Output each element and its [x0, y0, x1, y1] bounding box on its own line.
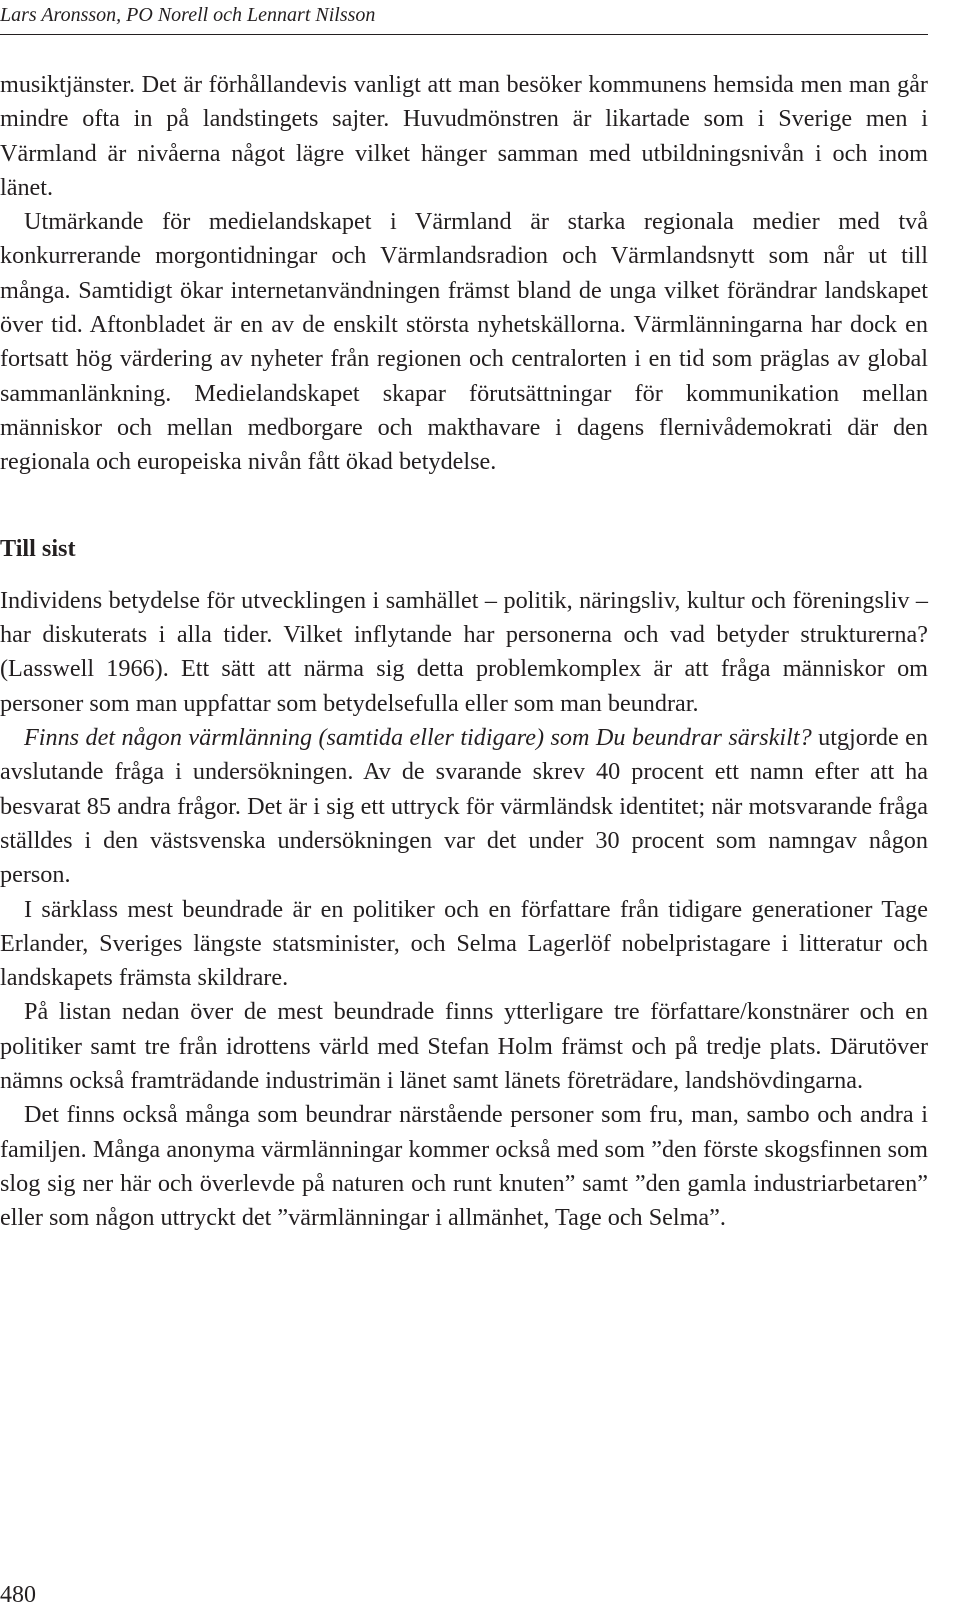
body-text — [0, 68, 928, 1236]
section-heading: Till sist — [0, 534, 76, 562]
paragraph: Det finns också många som beundrar närstående personer som fru, man, sambo och andra i familjen. Många anonyma värmlänningar kommer också med som ”den förste skogsfinnen som slog sig ner här och överlevde på naturen och runt knuten” samt ”den gamla industriarbetaren” eller som någon uttryckt det ”värmlänningar i allmänhet, Tage och Selma”. — [0, 1101, 928, 1232]
page-number: 480 — [0, 1582, 36, 1608]
paragraph: I särklass mest beundrade är en politiker och en författare från tidigare generationer Tage Erlander, Sveriges längste statsminister, och Selma Lagerlöf nobelpristagare i litteratur och landskapets främsta skildrare. — [0, 895, 928, 992]
paragraph: Utmärkande för medielandskapet i Värmland är starka regionala medier med två konkurrerande morgontidningar och Värmlandsradion och Värmlandsnytt som når ut till många. Samtidigt ökar internetanvändningen främst bland de unga vilket förändrar landskapet över tid. Aftonbladet är en av de enskilt största nyhetskällorna. Värmlänningarna har dock en fortsatt hög värdering av nyheter från regionen och centralorten i en tid som präglas av global sammanlänkning. Medielandskapet skapar förutsättningar för kommunikation mellan människor och mellan medborgare och makthavare i dagens flernivådemokrati där den regionala och europeiska nivån fått ökad betydelse. — [0, 208, 928, 476]
paragraph-question — [0, 721, 928, 892]
question-italic: Finns det någon värmlänning (samtida eller tidigare) som Du beundrar särskilt? — [24, 724, 812, 752]
paragraph: musiktjänster. Det är förhållandevis vanligt att man besöker kommunens hemsida men man går mindre ofta in på landstingets sajter. Huvudmönstren är likartade som i Sverige men i Värmland är nivåerna något lägre vilket hänger samman med utbildningsnivån i och inom länet. — [0, 71, 928, 201]
paragraph: Individens betydelse för utvecklingen i samhället – politik, näringsliv, kultur och föreningsliv – har diskuterats i alla tider. Vilket inflytande har personerna och vad betyder strukturerna? (Lasswell 1966). Ett sätt att närma sig detta problemkomplex är att fråga människor om personer som man uppfattar som betydelsefulla eller som man beundrar. — [0, 586, 928, 717]
paragraph: På listan nedan över de mest beundrade finns ytterligare tre författare/konstnärer och en politiker samt tre från idrottens värld med Stefan Holm främst och på tredje plats. Därutöver nämns också framträdande industrimän i länet samt länets företrädare, landshövdingarna. — [0, 998, 928, 1095]
running-head: Lars Aronsson, PO Norell och Lennart Nilsson — [0, 2, 928, 35]
question-followup: utgjorde en avslutande fråga i undersökningen. Av de svarande skrev 40 procent ett namn efter att ha besvarat 85 andra frågor. Det är i sig ett uttryck för värmländsk identitet; när motsvarande fråga ställdes i den västsvenska undersökningen var det under 30 procent som namngav någon person. — [0, 724, 928, 889]
